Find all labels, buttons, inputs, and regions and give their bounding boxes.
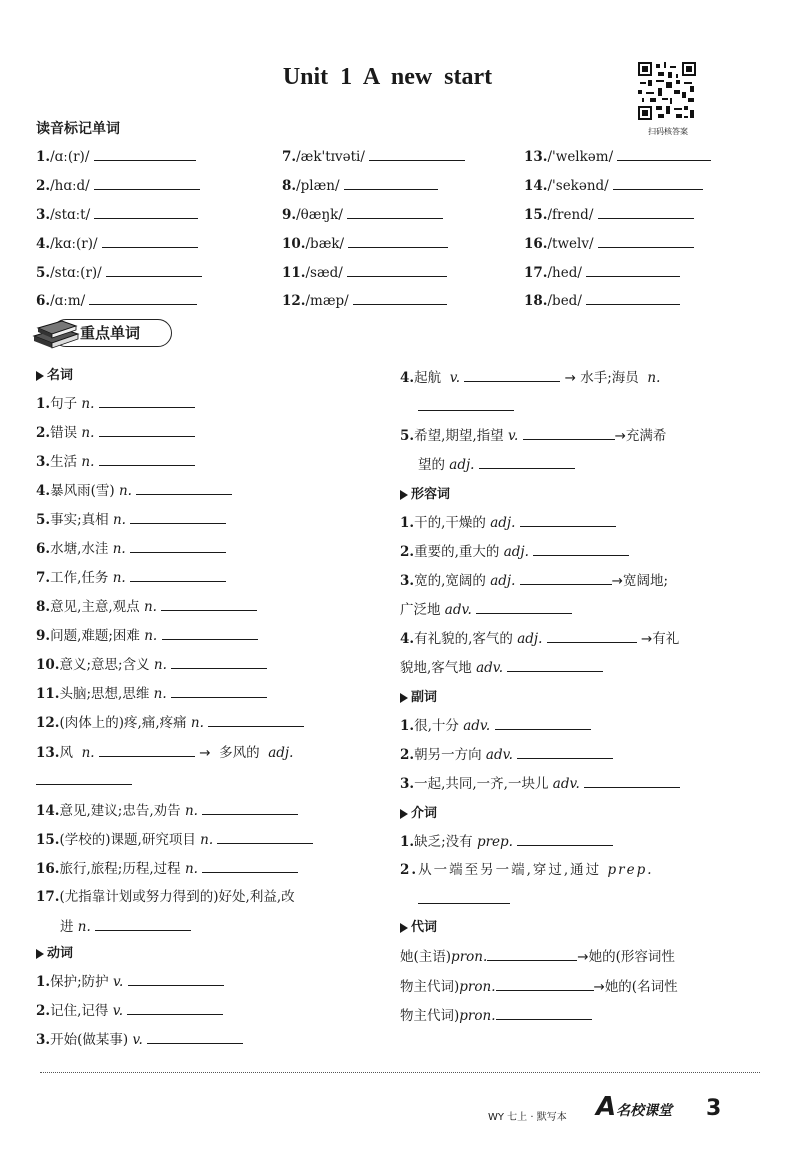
answer-blank[interactable] <box>171 654 267 669</box>
answer-blank[interactable] <box>347 262 447 277</box>
adjective-item: 2.重要的,重大的 adj. <box>400 541 629 562</box>
verb-item: 2.记住,记得 v. <box>36 1000 223 1021</box>
noun-item: 13.风 n. → 多风的 adj. <box>36 742 293 763</box>
adjectives-heading: 形容词 <box>400 483 450 502</box>
verb-item: 1.保护;防护 v. <box>36 971 224 992</box>
answer-blank[interactable] <box>202 858 298 873</box>
page-title: Unit 1 A new start <box>282 64 493 90</box>
phonetic-item: 17./hed/ <box>524 262 680 283</box>
noun-item: 6.水塘,水洼 n. <box>36 538 226 559</box>
answer-blank[interactable] <box>584 773 680 788</box>
answer-blank[interactable] <box>496 976 594 991</box>
triangle-marker-icon <box>400 490 408 500</box>
answer-line <box>36 770 132 791</box>
preposition-item: 1.缺乏;没有 prep. <box>400 831 613 852</box>
answer-blank[interactable] <box>106 262 202 277</box>
phonetic-item: 11./sæd/ <box>282 262 447 283</box>
answer-blank[interactable] <box>99 742 195 757</box>
answer-blank[interactable] <box>99 393 195 408</box>
answer-blank[interactable] <box>130 538 226 553</box>
answer-blank[interactable] <box>147 1029 243 1044</box>
triangle-marker-icon <box>36 371 44 381</box>
key-words-heading: 重点单词 <box>80 324 141 342</box>
triangle-marker-icon <box>400 693 408 703</box>
triangle-marker-icon <box>400 809 408 819</box>
phonetic-item: 8./plæn/ <box>282 175 438 196</box>
answer-blank[interactable] <box>598 204 694 219</box>
noun-item: 9.问题,难题;困难 n. <box>36 625 258 646</box>
key-words-badge <box>30 316 175 350</box>
noun-item: 10.意义;意思;含义 n. <box>36 654 267 675</box>
answer-blank[interactable] <box>136 480 232 495</box>
phonetic-item: 12./mæp/ <box>282 290 447 311</box>
adjective-item: 4.有礼貌的,客气的 adj. →有礼 <box>400 628 679 649</box>
answer-blank[interactable] <box>418 889 510 904</box>
phonetic-item: 13./'welkəm/ <box>524 146 711 167</box>
answer-blank[interactable] <box>517 744 613 759</box>
phonetic-item: 18./bed/ <box>524 290 680 311</box>
answer-blank[interactable] <box>547 628 637 643</box>
answer-blank[interactable] <box>344 175 438 190</box>
answer-line <box>418 889 510 910</box>
phonetic-item: 4./kɑː(r)/ <box>36 233 198 254</box>
answer-blank[interactable] <box>36 770 132 785</box>
answer-blank[interactable] <box>479 454 575 469</box>
pronoun-line: 物主代词)pron. <box>400 1005 592 1026</box>
answer-blank[interactable] <box>418 396 514 411</box>
verb-item: 4.起航 v. → 水手;海员 n. <box>400 367 660 388</box>
answer-blank[interactable] <box>348 233 448 248</box>
answer-line <box>418 396 514 417</box>
noun-item: 2.错误 n. <box>36 422 195 443</box>
noun-item: 5.事实;真相 n. <box>36 509 226 530</box>
answer-blank[interactable] <box>496 1005 592 1020</box>
answer-blank[interactable] <box>130 509 226 524</box>
answer-blank[interactable] <box>94 146 196 161</box>
noun-item: 3.生活 n. <box>36 451 195 472</box>
adjective-item-continued: 貌地,客气地 adv. <box>400 657 603 678</box>
answer-blank[interactable] <box>208 712 304 727</box>
nouns-heading: 名词 <box>36 364 73 383</box>
qr-label: 扫码核答案 <box>648 127 688 136</box>
answer-blank[interactable] <box>520 570 612 585</box>
answer-blank[interactable] <box>162 625 258 640</box>
noun-item: 7.工作,任务 n. <box>36 567 226 588</box>
phonetic-item: 7./æk'tɪvəti/ <box>282 146 465 167</box>
answer-blank[interactable] <box>487 946 577 961</box>
answer-blank[interactable] <box>95 916 191 931</box>
answer-blank[interactable] <box>347 204 443 219</box>
pronouns-heading: 代词 <box>400 916 437 935</box>
answer-blank[interactable] <box>128 971 224 986</box>
answer-blank[interactable] <box>495 715 591 730</box>
adjective-item-continued: 广泛地 adv. <box>400 599 572 620</box>
answer-blank[interactable] <box>520 512 616 527</box>
answer-blank[interactable] <box>517 831 613 846</box>
qr-code-icon <box>636 60 698 122</box>
pronoun-line: 物主代词)pron. →她的(名词性 <box>400 976 678 997</box>
book-label: WY 七上 · 默写本 <box>488 1112 567 1123</box>
publisher-logo: A名校课堂 <box>596 1092 673 1122</box>
pronoun-line: 她(主语)pron. →她的(形容词性 <box>400 946 675 967</box>
answer-blank[interactable] <box>99 422 195 437</box>
answer-blank[interactable] <box>507 657 603 672</box>
answer-blank[interactable] <box>617 146 711 161</box>
phonetic-item: 6./ɑːm/ <box>36 290 197 311</box>
verb-item-continued: 望的 adj. <box>418 454 575 475</box>
answer-blank[interactable] <box>476 599 572 614</box>
answer-blank[interactable] <box>161 596 257 611</box>
noun-item: 14.意见,建议;忠告,劝告 n. <box>36 800 298 821</box>
qr-code[interactable] <box>636 60 698 122</box>
answer-blank[interactable] <box>99 451 195 466</box>
answer-blank[interactable] <box>464 367 560 382</box>
adverb-item: 1.很,十分 adv. <box>400 715 591 736</box>
answer-blank[interactable] <box>94 175 200 190</box>
phonetic-item: 15./frend/ <box>524 204 694 225</box>
answer-blank[interactable] <box>586 262 680 277</box>
answer-blank[interactable] <box>369 146 465 161</box>
answer-blank[interactable] <box>598 233 694 248</box>
noun-item: 8.意见,主意,观点 n. <box>36 596 257 617</box>
noun-item: 4.暴风雨(雪) n. <box>36 480 232 501</box>
answer-blank[interactable] <box>217 829 313 844</box>
answer-blank[interactable] <box>533 541 629 556</box>
verb-item: 3.开始(做某事) v. <box>36 1029 243 1050</box>
noun-item: 16.旅行,旅程;历程,过程 n. <box>36 858 298 879</box>
phonetic-item: 16./twelv/ <box>524 233 694 254</box>
phonetic-item: 3./stɑːt/ <box>36 204 198 225</box>
footer-divider <box>40 1072 760 1073</box>
answer-blank[interactable] <box>102 233 198 248</box>
answer-blank[interactable] <box>353 290 447 305</box>
triangle-marker-icon <box>36 949 44 959</box>
adjective-item: 1.干的,干燥的 adj. <box>400 512 616 533</box>
books-icon <box>30 316 82 350</box>
noun-item-continued: 进 n. <box>60 916 191 937</box>
triangle-marker-icon <box>400 923 408 933</box>
adverbs-heading: 副词 <box>400 686 437 705</box>
verb-item: 5.希望,期望,指望 v. →充满希 <box>400 425 666 446</box>
adjective-item: 3.宽的,宽阔的 adj. →宽阔地; <box>400 570 668 591</box>
phonetic-item: 2./hɑːd/ <box>36 175 200 196</box>
noun-item: 11.头脑;思想,思维 n. <box>36 683 267 704</box>
phonetic-item: 5./stɑː(r)/ <box>36 262 202 283</box>
noun-item: 12.(肉体上的)疼,痛,疼痛 n. <box>36 712 304 733</box>
preposition-item: 2.从一端至另一端,穿过,通过 prep. <box>400 862 654 878</box>
answer-blank[interactable] <box>127 1000 223 1015</box>
answer-blank[interactable] <box>523 425 615 440</box>
phonetic-item: 1./ɑː(r)/ <box>36 146 196 167</box>
verbs-heading: 动词 <box>36 942 73 961</box>
noun-item: 17.(尤指靠计划或努力得到的)好处,利益,改 <box>36 889 295 905</box>
noun-item: 1.句子 n. <box>36 393 195 414</box>
answer-blank[interactable] <box>130 567 226 582</box>
phonetic-item: 10./bæk/ <box>282 233 448 254</box>
answer-blank[interactable] <box>171 683 267 698</box>
answer-blank[interactable] <box>613 175 703 190</box>
answer-blank[interactable] <box>586 290 680 305</box>
page-number: 3 <box>706 1096 722 1121</box>
adverb-item: 3.一起,共同,一齐,一块儿 adv. <box>400 773 680 794</box>
prepositions-heading: 介词 <box>400 802 437 821</box>
phonetic-item: 9./θæŋk/ <box>282 204 443 225</box>
answer-blank[interactable] <box>89 290 197 305</box>
answer-blank[interactable] <box>94 204 198 219</box>
phonetic-item: 14./'sekənd/ <box>524 175 703 196</box>
adverb-item: 2.朝另一方向 adv. <box>400 744 613 765</box>
answer-blank[interactable] <box>202 800 298 815</box>
phonetics-heading: 读音标记单词 <box>36 121 120 137</box>
noun-item: 15.(学校的)课题,研究项目 n. <box>36 829 313 850</box>
